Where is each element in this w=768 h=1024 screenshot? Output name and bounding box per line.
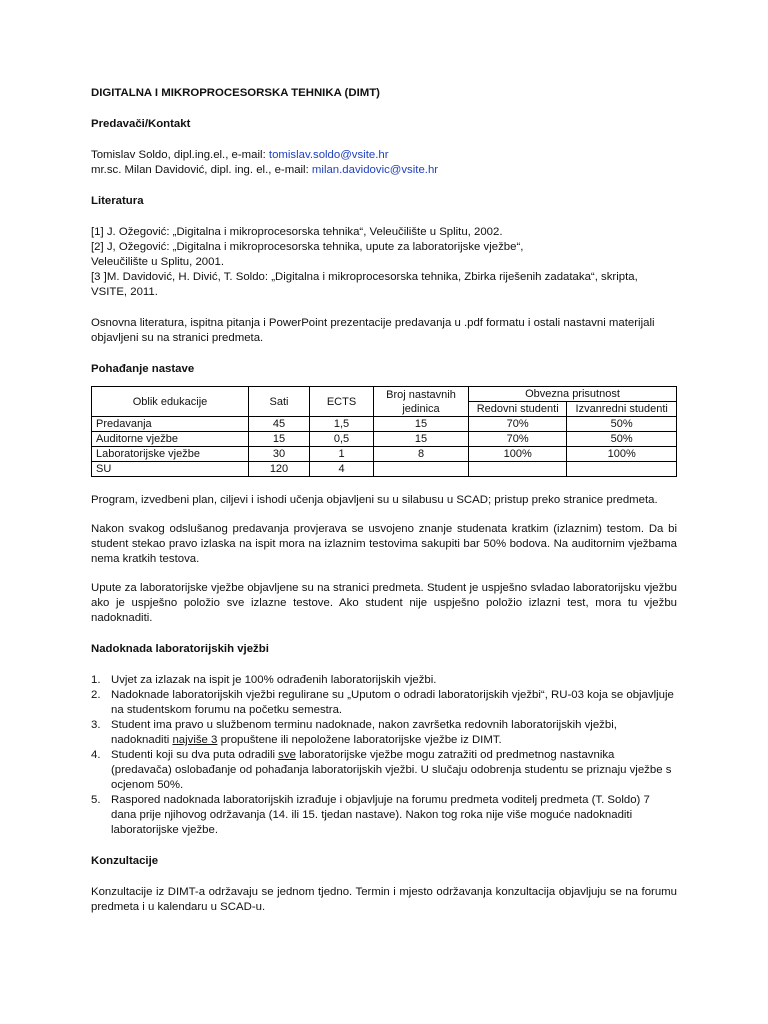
tests-paragraph: Nakon svakog odslušanog predavanja provjerava se usvojeno znanje studenata kratkim (izlaznim) testom. Da bi student stekao pravo izlaska na ispit mora na izlaznim testovima sakupiti bar 50% bodova. Na auditornim vježbama nema kratkih testova. [91,523,677,565]
table-cell-regular: 70% [469,417,567,432]
table-cell-units: 15 [374,432,469,447]
literature-line: [1] J. Ožegović: „Digitalna i mikroprocesorska tehnika“, Veleučilište u Splitu, 2002. [91,226,503,238]
email-link[interactable]: tomislav.soldo@vsite.hr [268,149,389,161]
contact-line [91,148,677,163]
list-text-post: laboratorijske vježbe mogu zatražiti od predmetnog nastavnika (predavača) oslobađanje od pohađanja laboratorijskih vježbi. U slučaju odobrenja studentu se priznaju vježbe s ocjenom 50%. [111,749,672,791]
table-header-units: Broj nastavnih jedinica [374,387,469,417]
makeup-heading: Nadoknada laboratorijskih vježbi [91,643,269,655]
lab-paragraph: Upute za laboratorijske vježbe objavljene su na stranici predmeta. Student je uspješno svladao laboratorijsku vježbu ako je uspješno položio sve izlazne testove. Ako student nije uspješno položio izlazni test, mora tu vježbu nadoknaditi. [91,582,677,624]
list-item [91,793,677,838]
table-cell-parttime: 100% [567,447,677,462]
list-text-pre: Studenti koji su dva puta odradili [111,749,279,761]
list-item [91,718,677,748]
table-cell-units: 8 [374,447,469,462]
table-cell-regular [469,462,567,477]
list-text: Uvjet za izlazak na ispit je 100% odrađenih laboratorijskih vježbi. [111,674,437,686]
list-text: Nadoknade laboratorijskih vježbi regulirane su „Uputom o odradi laboratorijskih vježbi“, RU-03 koja se objavljuje na studentskom forumu na početku semestra. [111,689,674,716]
table-cell-ects: 4 [310,462,374,477]
table-cell-ects: 1 [310,447,374,462]
attendance-table [91,386,677,477]
table-cell-parttime: 50% [567,417,677,432]
table-cell-parttime [567,462,677,477]
document-content [91,86,677,915]
table-row [92,417,677,432]
table-cell-ects: 1,5 [310,417,374,432]
table-cell-parttime: 50% [567,432,677,447]
table-cell-regular: 70% [469,432,567,447]
consult-paragraph: Konzultacije iz DIMT-a održavaju se jednom tjedno. Termin i mjesto održavanja konzultacija objavljuju se na forumu predmeta i u kalendaru u SCAD-u. [91,886,677,913]
table-cell-hours: 30 [249,447,310,462]
program-paragraph: Program, izvedbeni plan, ciljevi i ishodi učenja objavljeni su u silabusu u SCAD; pristup preko stranice predmeta. [91,494,658,506]
table-cell-hours: 15 [249,432,310,447]
table-cell-form: Predavanja [92,417,249,432]
table-cell-form: Auditorne vježbe [92,432,249,447]
literature-note-line: Osnovna literatura, ispitna pitanja i PowerPoint prezentacije predavanja u .pdf formatu i ostali nastavni materijali [91,317,655,329]
attendance-heading: Pohađanje nastave [91,363,195,375]
table-header-parttime: Izvanredni studenti [567,402,677,417]
contact-line [91,163,677,178]
literature-line: [2] J, Ožegović: „Digitalna i mikroprocesorska tehnika, upute za laboratorijske vježbe“, [91,241,524,253]
table-header-mandatory: Obvezna prisutnost [469,387,677,402]
list-item [91,673,677,688]
literature-note-line: objavljeni su na stranici predmeta. [91,332,264,344]
list-text-underlined: sve [278,749,296,761]
literature-heading: Literatura [91,195,144,207]
literature-line: Veleučilište u Splitu, 2001. [91,256,224,268]
list-item [91,688,677,718]
table-header-hours: Sati [249,387,310,417]
list-text: Raspored nadoknada laboratorijskih izrađuje i objavljuje na forumu predmeta voditelj predmeta (T. Soldo) 7 dana prije njihovog održavanja (14. ili 15. tjedan nastave). Nakon tog roka nije više moguće nadoknaditi laboratorijske vježbe. [111,794,650,836]
consult-heading: Konzultacije [91,855,159,867]
table-cell-ects: 0,5 [310,432,374,447]
literature-line: [3 ]M. Davidović, H. Divić, T. Soldo: „Digitalna i mikroprocesorska tehnika, Zbirka riješenih zadataka“, skripta, [91,271,638,283]
list-text-post: propuštene ili nepoložene laboratorijske vježbe iz DIMT. [217,734,502,746]
table-row [92,462,677,477]
document-title: DIGITALNA I MIKROPROCESORSKA TEHNIKA (DIMT) [91,87,380,99]
list-number: 4. [91,749,101,761]
list-text-pre: Student ima pravo u službenom terminu nadoknade, nakon završetka redovnih laboratorijskih vježbi, nadoknaditi [111,719,617,746]
table-cell-form: SU [92,462,249,477]
email-link[interactable]: milan.davidovic@vsite.hr [311,164,439,176]
table-cell-regular: 100% [469,447,567,462]
table-header-regular: Redovni studenti [469,402,567,417]
contact-name: Tomislav Soldo, dipl.ing.el., e-mail: [91,149,269,161]
list-number: 3. [91,719,101,731]
table-cell-units [374,462,469,477]
table-cell-units: 15 [374,417,469,432]
list-number: 1. [91,674,101,686]
list-number: 5. [91,794,101,806]
contacts-heading: Predavači/Kontakt [91,118,191,130]
table-row [92,432,677,447]
table-header-ects: ECTS [310,387,374,417]
table-row [92,447,677,462]
literature-line: VSITE, 2011. [91,286,158,298]
table-cell-form: Laboratorijske vježbe [92,447,249,462]
table-header-form: Oblik edukacije [92,387,249,417]
list-text-underlined: najviše 3 [172,734,218,746]
list-item [91,748,677,793]
table-cell-hours: 45 [249,417,310,432]
contact-name: mr.sc. Milan Davidović, dipl. ing. el., e-mail: [91,164,312,176]
table-cell-hours: 120 [249,462,310,477]
list-number: 2. [91,689,101,701]
makeup-list [91,673,677,838]
